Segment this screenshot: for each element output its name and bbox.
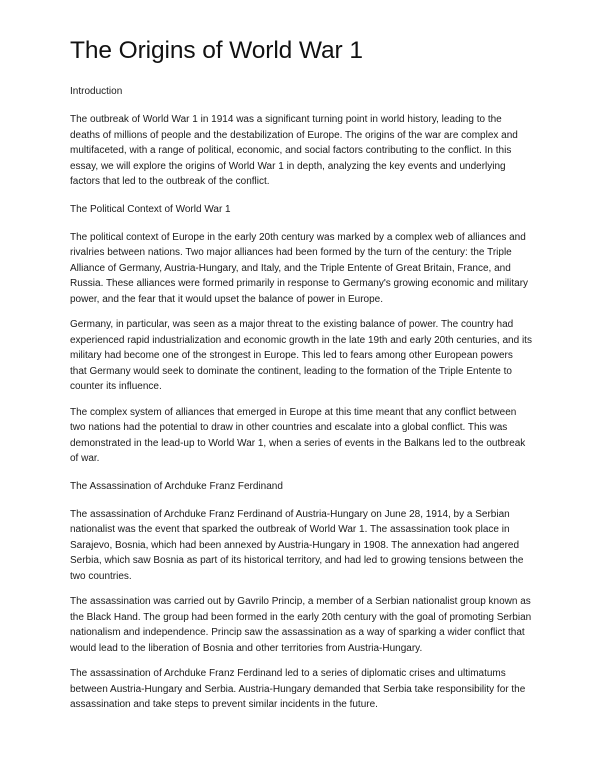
assassination-heading: The Assassination of Archduke Franz Ferdinand (70, 480, 283, 492)
paragraph-germany: Germany, in particular, was seen as a major threat to the existing balance of power. The country had experienced rapid industrialization and economic growth in the late 19th and early 20th centuries, and its military had become one of the strongest in Europe. This led to fears among other European powers that Germany would seek to dominate the continent, leading to the formation of the Triple Entente to counter its influence. (70, 319, 532, 392)
paragraph-gavrilo-princip: The assassination was carried out by Gavrilo Princip, a member of a Serbian nationalist group known as the Black Hand. The group had been formed in the early 20th century with the goal of promoting Serbian nationalism and independence. Princip saw the assassination as a way of sparking a wider conflict that would lead to the liberation of Bosnia and other territories from Austria-Hungary. (70, 596, 532, 654)
paragraph-alliances: The political context of Europe in the early 20th century was marked by a complex web of alliances and rivalries between nations. Two major alliances had been formed by the turn of the century: the Triple Alliance of Germany, Austria-Hungary, and Italy, and the Triple Entente of Great Britain, France, and Russia. These alliances were formed primarily in response to Germany's growing economic and military power, and the fear that it would upset the balance of power in Europe. (70, 231, 529, 305)
paragraph-introduction: The outbreak of World War 1 in 1914 was a significant turning point in world history, leading to the deaths of millions of people and the destabilization of Europe. The origins of the war are complex and multifaceted, with a range of political, economic, and social factors contributing to the conflict. In this essay, we will explore the origins of World War 1 in depth, analyzing the key events and underlying factors that led to the outbreak of the conflict. (70, 114, 518, 187)
document-title: The Origins of World War 1 (70, 37, 363, 64)
paragraph-assassination: The assassination of Archduke Franz Ferdinand of Austria-Hungary on June 28, 1914, by a Serbian nationalist was the event that sparked the outbreak of World War 1. The assassination took place in Sarajevo, Bosnia, which had been annexed by Austria-Hungary in 1908. The annexation had angered Serbia, which saw Bosnia as part of its historical territory, and had led to growing tensions between the two countries. (70, 508, 524, 582)
introduction-heading: Introduction (70, 86, 123, 97)
paragraph-alliance-system: The complex system of alliances that emerged in Europe at this time meant that any conflict between two nations had the potential to draw in other countries and escalate into a global conflict. This was demonstrated in the lead-up to World War 1, when a series of events in the Balkans led to the outbreak of war. (70, 406, 526, 464)
paragraph-diplomatic-crises: The assassination of Archduke Franz Ferdinand led to a series of diplomatic crises and ultimatums between Austria-Hungary and Serbia. Austria-Hungary demanded that Serbia take responsibility for the assassination and take steps to prevent similar incidents in the future. (70, 668, 526, 710)
document-page (70, 34, 532, 713)
political-context-heading: The Political Context of World War 1 (70, 203, 231, 215)
